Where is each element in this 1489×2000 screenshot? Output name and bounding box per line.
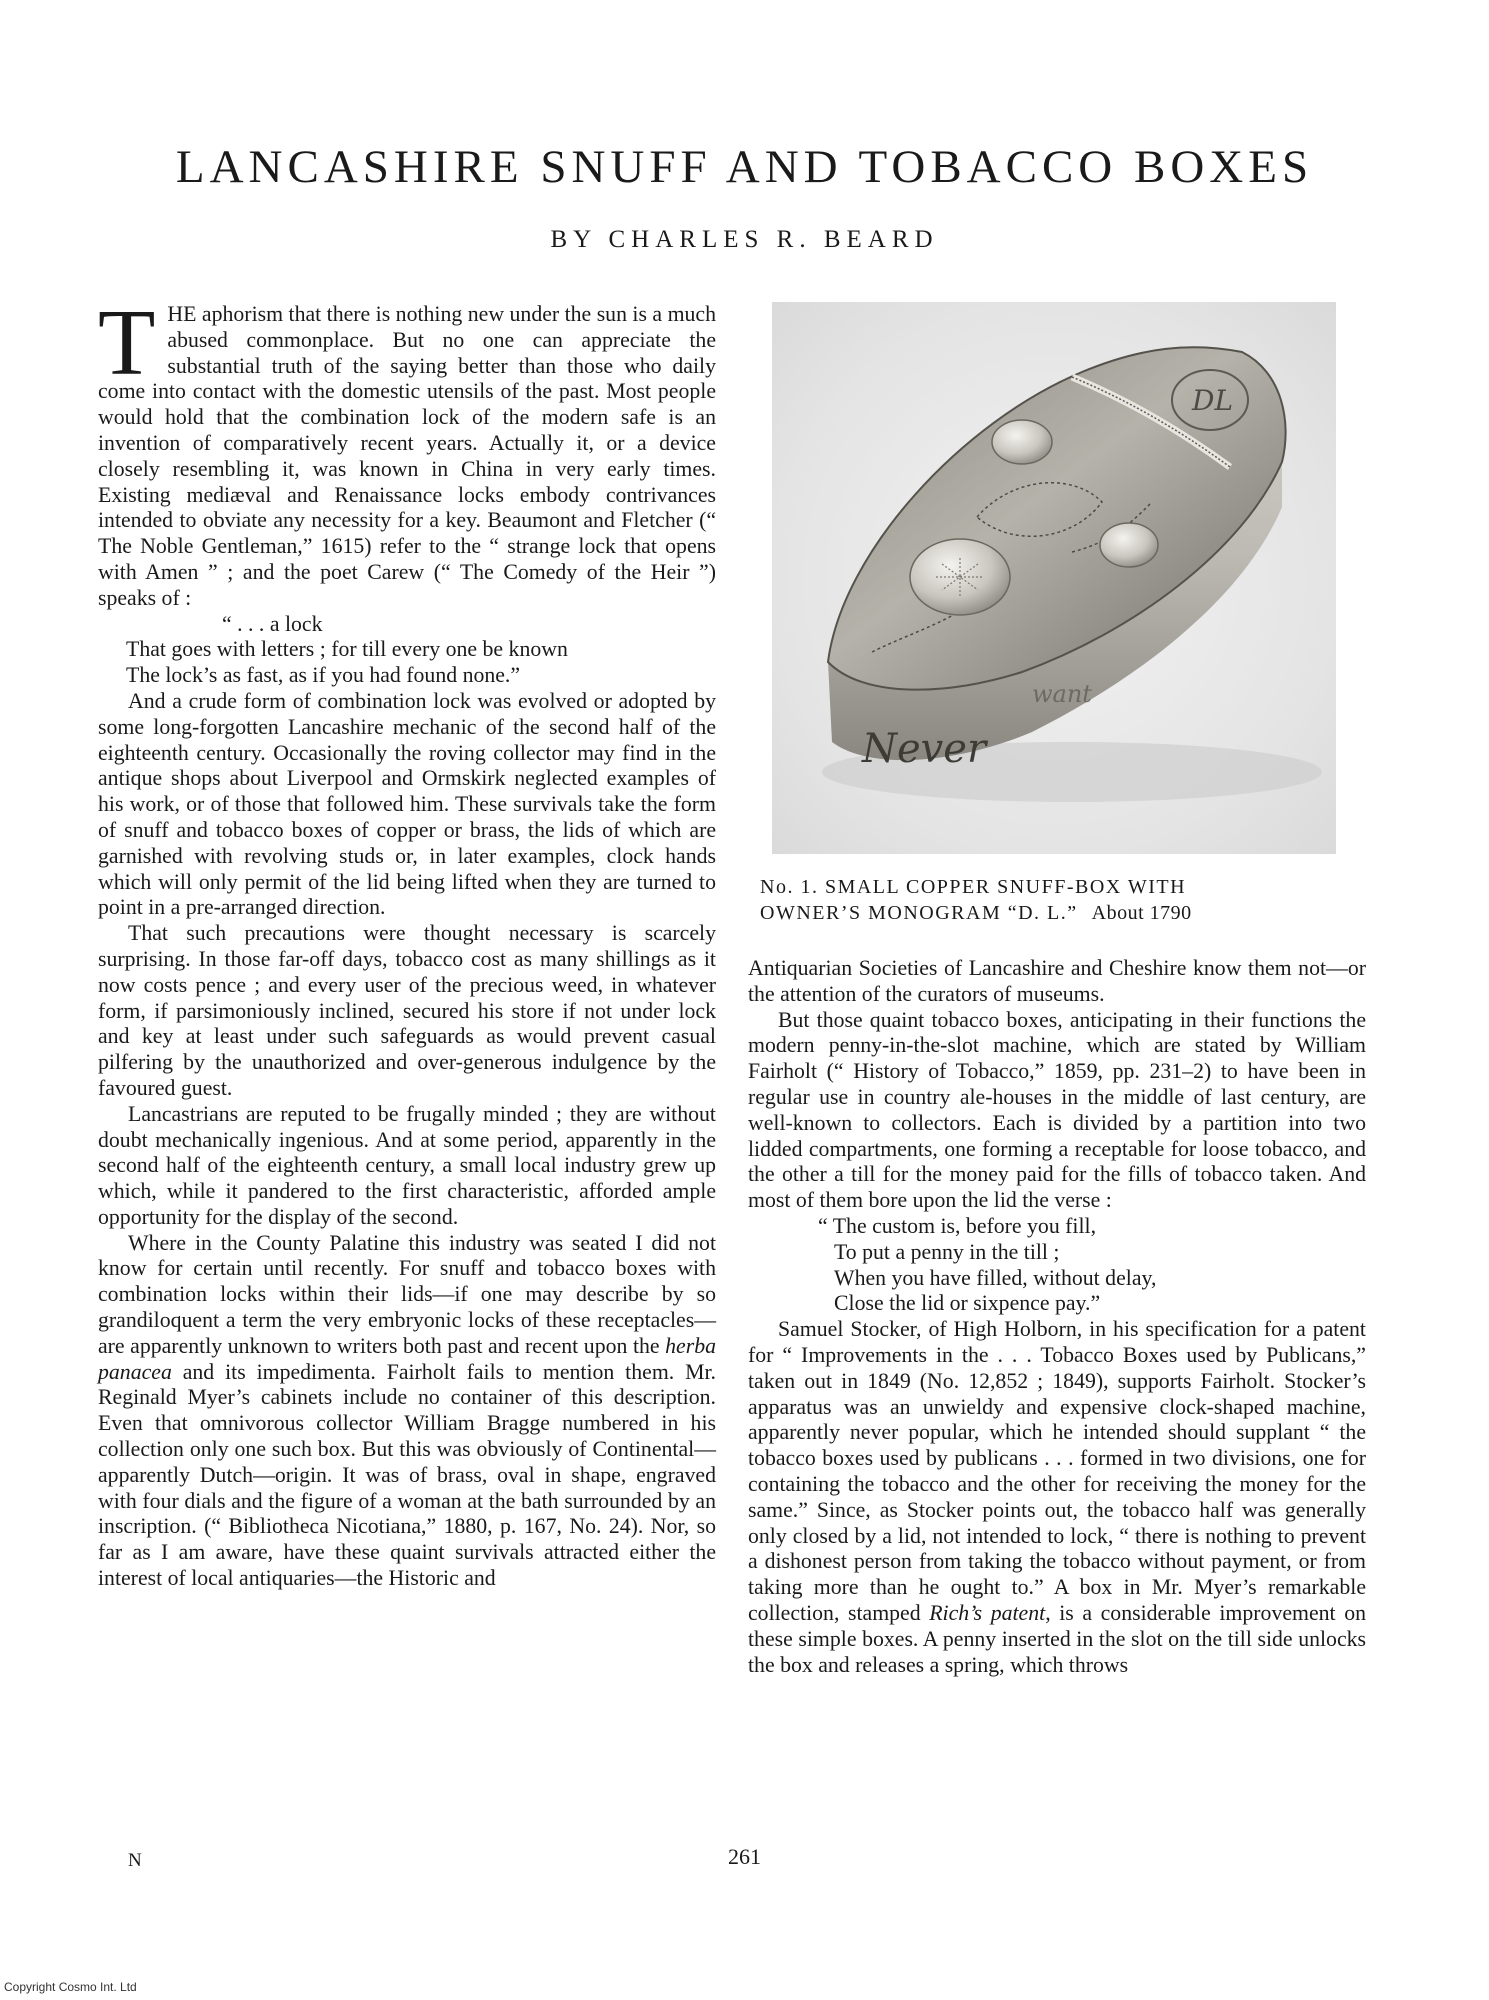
byline: BY CHARLES R. BEARD bbox=[550, 226, 939, 253]
carew-verse bbox=[98, 612, 716, 689]
signature-mark: N bbox=[128, 1850, 142, 1871]
right-column bbox=[748, 956, 1366, 1678]
verse-line: To put a penny in the till ; bbox=[834, 1239, 1060, 1264]
engraved-motto: Never bbox=[862, 726, 987, 772]
revolving-stud bbox=[992, 420, 1052, 464]
paragraph-3: That such precautions were thought necessary is scarcely surprising. In those far-off days, tobacco cost as many shillings as it now costs pence ; and every user of the precious weed, in whatever form, if parsimoniously inclined, secured his store if not under lock and key at least under such safeguards as would prevent casual pilfering by the unauthorized and over-generous indulgence by the favoured guest. bbox=[98, 921, 716, 1100]
text-run: , is a considerable improvement on these simple boxes. A penny inserted in the slot on the till side unlocks the box and releases a spring, which throws bbox=[748, 1600, 1366, 1677]
caption-text: OWNER’S MONOGRAM “D. L.” bbox=[760, 902, 1078, 924]
caption-year: About 1790 bbox=[1091, 902, 1192, 924]
left-column bbox=[98, 291, 716, 1592]
paragraph-continued: Antiquarian Societies of Lancashire and Cheshire know them not—or the attention of the curators of museums. bbox=[748, 956, 1366, 1006]
verse-line: Close the lid or sixpence pay.” bbox=[834, 1291, 1101, 1316]
snuff-box-photo bbox=[772, 302, 1336, 854]
paragraph-5 bbox=[98, 1231, 716, 1592]
verse-line: That goes with letters ; for till every one be known bbox=[126, 637, 568, 662]
text-run: Samuel Stocker, of High Holborn, in his specification for a patent for “ Improvements in the . . . Tobacco Boxes used by Publicans,” taken out in 1849 (No. 12,852 ; 1849), supports Fairholt. Stocker’s apparatus was an unwieldy and expensive clock-shaped machine, apparently never popular, which he intended should supplant “ the tobacco boxes used by publicans . . . formed in two divisions, one for containing the tobacco and the other for receiving the money for the same.” Since, as Stocker points out, the tobacco half was generally only closed by a lid, not intended to lock, “ there is nothing to prevent a dishonest person from taking the tobacco without payment, or from taking more than he ought to.” A box in Mr. Myer’s remarkable collection, stamped bbox=[748, 1317, 1366, 1625]
monogram-engraving: DL bbox=[1192, 384, 1234, 417]
snuff-box-illustration bbox=[772, 302, 1336, 854]
paragraph-1-text: HE aphorism that there is nothing new under the sun is a much abused commonplace. But no one can appreciate the substantial truth of the saying better than those who daily come into contact with the domestic utensils of the past. Most people would hold that the combination lock of the modern safe is an invention of comparatively recent years. Actually it, or a device closely resembling it, was known in China in very early times. Existing mediæval and Renaissance locks embody contrivances intended to obviate any necessity for a key. Beaumont and Fletcher (“ The Noble Gentleman,” 1615) refer to the “ strange lock that opens with Amen ” ; and the poet Carew (“ The Comedy of the Heir ”) speaks of : bbox=[98, 302, 716, 610]
figure-caption bbox=[760, 874, 1340, 926]
verse-line: The lock’s as fast, as if you had found none.” bbox=[126, 663, 521, 688]
text-run: Where in the County Palatine this industry was seated I did not know for certain until recently. For snuff and tobacco boxes with combination locks within their lids—if one may describe by so grandiloquent a term the very embryonic locks of these receptacles—are apparently unknown to writers both past and recent upon the bbox=[98, 1230, 716, 1358]
publican-verse bbox=[748, 1214, 1366, 1317]
article-title: LANCASHIRE SNUFF AND TOBACCO BOXES bbox=[175, 141, 1314, 193]
page-number: 261 bbox=[728, 1844, 761, 1869]
caption-line: No. 1. SMALL COPPER SNUFF-BOX WITH bbox=[760, 876, 1187, 898]
caption-line bbox=[760, 900, 1340, 926]
engraved-motto-faint: want bbox=[1032, 680, 1092, 708]
paragraph-7 bbox=[748, 1317, 1366, 1678]
paragraph-1 bbox=[98, 291, 716, 612]
paragraph-6: But those quaint tobacco boxes, anticipating in their functions the modern penny-in-the-slot machine, which are stated by William Fairholt (“ History of Tobacco,” 1859, pp. 231–2) to have been in regular use in country ale-houses in the middle of last century, are well-known to collectors. Each is divided by a partition into two lidded compartments, one forming a receptable for loose tobacco, and the other a till for the money paid for the fills of tobacco taken. And most of them bore upon the lid the verse : bbox=[748, 1007, 1366, 1213]
verse-line: “ The custom is, before you fill, bbox=[818, 1213, 1097, 1238]
paragraph-2: And a crude form of combination lock was evolved or adopted by some long-forgotten Lancashire mechanic of the second half of the eighteenth century. Occasionally the roving collector may find in the antique shops about Liverpool and Ormskirk neglected examples of his work, or of those that followed him. These survivals take the form of snuff and tobacco boxes of copper or brass, the lids of which are garnished with revolving studs or, in later examples, clock hands which will only permit of the lid being lifted when they are turned to point in a pre-arranged direction. bbox=[98, 688, 716, 920]
italic-term: Rich’s patent bbox=[929, 1600, 1046, 1625]
drop-cap: T bbox=[98, 291, 156, 395]
verse-line: “ . . . a lock bbox=[222, 611, 323, 636]
italic-term: herba panacea bbox=[98, 1333, 716, 1384]
text-run: and its impedimenta. Fairholt fails to mention them. Mr. Reginald Myer’s cabinets include no container of this description. Even that omnivorous collector William Bragge numbered in his collection only one such box. But this was obviously of Continental—apparently Dutch—origin. It was of brass, oval in shape, engraved with four dials and the figure of a woman at the bath surrounded by an inscription. (“ Bibliotheca Nicotiana,” 1880, p. 167, No. 24). Nor, so far as I am aware, have these quaint survivals attracted either the interest of local antiquaries—the Historic and bbox=[98, 1359, 716, 1591]
copyright-notice: Copyright Cosmo Int. Ltd bbox=[4, 1980, 137, 1994]
paragraph-4: Lancastrians are reputed to be frugally minded ; they are without doubt mechanically ingenious. And at some period, apparently in the second half of the eighteenth century, a small local industry grew up which, while it pandered to the first characteristic, afforded ample opportunity for the display of the second. bbox=[98, 1101, 716, 1229]
revolving-stud bbox=[1100, 523, 1158, 567]
verse-line: When you have filled, without delay, bbox=[834, 1265, 1157, 1290]
